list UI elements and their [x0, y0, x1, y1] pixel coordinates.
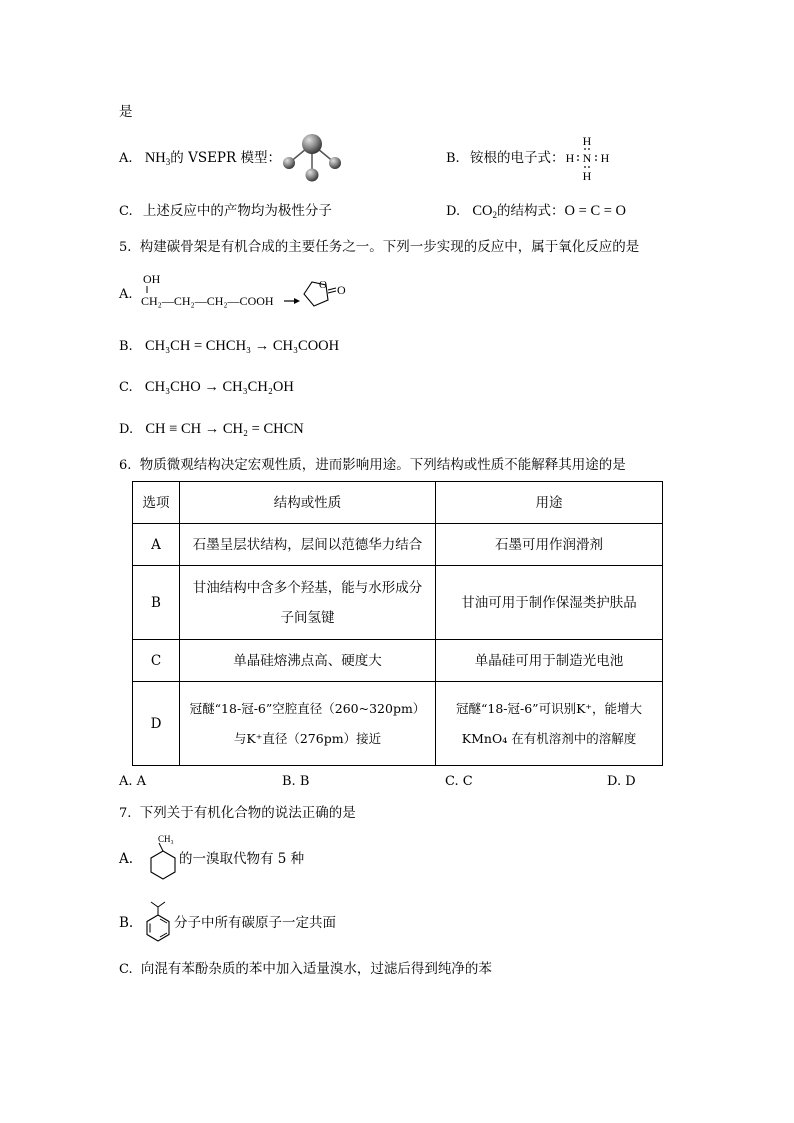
q6-table: [132, 481, 663, 766]
e-h-right: H: [600, 151, 610, 165]
vsepr-tetrahedral-model-icon: [280, 133, 348, 183]
q4-d-formula: $CO_2$: [472, 203, 498, 220]
row-use: 单晶硅可用于制造光电池: [436, 640, 663, 682]
table-row: [133, 682, 663, 766]
q5-option-a[interactable]: [119, 285, 133, 304]
q5-option-c[interactable]: [119, 378, 294, 397]
row-option: C: [133, 640, 180, 682]
q4-a-text: 的 VSEPR 模型：: [170, 150, 281, 166]
q6-option-b[interactable]: B. B: [282, 774, 310, 789]
q5-a-chain: CH₂—CH₂—CH₂—COOH: [141, 294, 274, 308]
q7-c-label: C.: [119, 962, 133, 977]
row-option: D: [133, 682, 180, 766]
row-use: 冠醚“18-冠-6”可识别K⁺，能增大 KMnO₄ 在有机溶剂中的溶解度: [436, 682, 663, 766]
q4-c-label: C.: [119, 204, 133, 219]
methylcyclohexane-icon: [144, 830, 180, 886]
q7-b-text: 分子中所有碳原子一定共面: [174, 915, 336, 931]
q5-stem-line: [119, 238, 639, 257]
header-option: 选项: [133, 482, 180, 524]
q7-a-text: 的一溴取代物有 5 种: [179, 851, 305, 867]
q5-a-oh: OH: [143, 272, 161, 286]
q6-stem-line: [119, 456, 626, 475]
q5-b-eq: CH₃CH = CHCH₃ → CH₃COOH: [144, 338, 340, 354]
q5-a-label: A.: [119, 287, 133, 302]
q6-option-d[interactable]: D. D: [607, 774, 636, 789]
e-h-left: H: [565, 151, 575, 165]
table-header-row: [133, 482, 663, 524]
q7-option-a-label[interactable]: A.: [119, 851, 134, 867]
q5-d-label: D.: [119, 422, 134, 437]
e-n: N: [582, 151, 592, 165]
arrow-icon: [294, 298, 300, 304]
q4-stem-tail: 是: [119, 104, 133, 120]
row-use: 石墨可用作润滑剂: [436, 524, 663, 566]
q5-c-eq: CH₃CHO → CH₃CH₂OH: [144, 379, 294, 395]
q4-d-text: 的结构式：: [497, 203, 565, 219]
q4-option-c[interactable]: [119, 202, 332, 221]
row-structure: 石墨呈层状结构，层间以范德华力结合: [180, 524, 436, 566]
q7-c-text: 向混有苯酚杂质的苯中加入适量溴水，过滤后得到纯净的苯: [140, 961, 492, 977]
q5-a-carbonyl-o: O: [337, 283, 346, 297]
q6-stem: 物质微观结构决定宏观性质，进而影响用途。下列结构或性质不能解释其用途的是: [139, 457, 626, 473]
q6-option-a[interactable]: A. A: [119, 774, 147, 789]
q6-option-c[interactable]: C. C: [445, 774, 473, 789]
q4-b-text: 铵根的电子式：: [469, 150, 565, 166]
q5-option-b[interactable]: [119, 337, 339, 356]
q5-a-reaction-diagram: [136, 268, 356, 314]
q5-stem: 构建碳骨架是有机合成的主要任务之一。下列一步实现的反应中，属于氧化反应的是: [139, 239, 640, 255]
isopropylbenzene-icon: [143, 896, 175, 944]
table-row: [133, 640, 663, 682]
row-use: 甘油可用于制作保湿类护肤品: [436, 566, 663, 640]
q4-d-structure: O = C = O: [564, 203, 627, 219]
q5-option-d[interactable]: [119, 420, 304, 439]
q7-option-c[interactable]: [119, 960, 492, 979]
q7-stem-line: [119, 804, 356, 823]
q4-option-a[interactable]: [119, 149, 281, 168]
row-structure: 甘油结构中含多个羟基，能与水形成分 子间氢键: [180, 566, 436, 640]
q4-c-text: 上述反应中的产物均为极性分子: [142, 203, 332, 219]
q5-number: 5.: [119, 240, 132, 255]
q5-d-eq: CH ≡ CH → CH₂ = CHCN: [145, 421, 304, 437]
e-h-bottom: H: [582, 169, 592, 183]
q7-stem: 下列关于有机化合物的说法正确的是: [139, 805, 356, 821]
q5-a-ring-o: O: [319, 279, 327, 291]
q5-c-label: C.: [119, 380, 133, 395]
q4-a-formula: $NH_3$: [144, 150, 171, 167]
q4-b-label: B.: [446, 151, 460, 166]
header-structure: 结构或性质: [180, 482, 436, 524]
q5-b-label: B.: [119, 339, 133, 354]
q4-a-label: A.: [119, 151, 133, 166]
header-use: 用途: [436, 482, 663, 524]
table-row: [133, 524, 663, 566]
ammonium-electron-formula-icon: [562, 134, 614, 184]
q7-number: 7.: [119, 806, 132, 821]
row-option: A: [133, 524, 180, 566]
row-structure: 冠醚“18-冠-6”空腔直径（260~320pm） 与K⁺直径（276pm）接近: [180, 682, 436, 766]
q4-d-label: D.: [446, 204, 461, 219]
table-row: [133, 566, 663, 640]
q6-number: 6.: [119, 458, 132, 473]
e-h-top: H: [582, 134, 592, 148]
q4-option-d[interactable]: [446, 202, 626, 221]
q4-option-b[interactable]: [446, 149, 564, 168]
row-structure: 单晶硅熔沸点高、硬度大: [180, 640, 436, 682]
q7-option-b-label[interactable]: B.: [119, 915, 134, 931]
row-option: B: [133, 566, 180, 640]
q7-a-ch3: CH₃: [158, 834, 174, 844]
